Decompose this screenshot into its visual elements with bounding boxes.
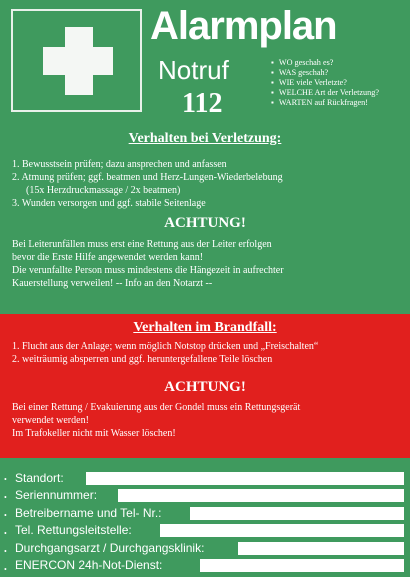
fire-heading: Verhalten im Brandfall: [133,320,277,335]
operator-phone-field[interactable] [190,507,404,520]
w-question-item: ▪ WAS geschah? [271,68,379,78]
w-question-item: ▪ WO geschah es? [271,58,379,68]
form-label-serial: Seriennummer: [15,488,98,502]
location-field[interactable] [86,472,404,485]
page-title: Alarmplan [150,4,337,48]
w-question-item: ▪ WARTEN auf Rückfragen! [271,98,379,108]
rescue-center-phone-field[interactable] [160,524,404,537]
injury-step: (15x Herzdruckmassage / 2x beatmen) [26,185,181,196]
injury-warning-line: Bei Leiterunfällen muss erst eine Rettung aus der Leiter erfolgen [12,239,272,250]
injury-warning-line: Die verunfallte Person muss mindestens die Hängezeit in aufrechter [12,265,284,276]
injury-step: 2. Atmung prüfen; ggf. beatmen und Herz-Lungen-Wiederbelebung [12,172,283,183]
form-label-doctor: Durchgangsarzt / Durchgangsklinik: [15,541,205,555]
emergency-label: Notruf [158,55,229,85]
w-questions-list [271,58,379,108]
form-label-rescue-center: Tel. Rettungsleitstelle: [15,523,132,537]
doctor-clinic-field[interactable] [238,542,404,555]
fire-section [0,314,410,458]
emergency-number: 112 [182,88,223,119]
emergency-service-field[interactable] [200,559,404,572]
fire-warning-line: Bei einer Rettung / Evakuierung aus der Gondel muss ein Rettungsgerät [12,402,301,413]
serial-number-field[interactable] [118,489,404,502]
injury-section [0,124,410,314]
contact-form: • Standort: • Seriennummer: • Betreibername und Tel- Nr.: • Tel. Rettungsleitstelle: • Durchgangsarzt / Durchgangsklinik: • ENERCON 24h-Not-Dienst: [0,458,410,577]
injury-heading: Verhalten bei Verletzung: [128,131,282,146]
injury-step: 3. Wunden versorgen und ggf. stabile Seitenlage [12,198,206,209]
fire-step: 1. Flucht aus der Anlage; wenn möglich Notstop drücken und „Freischalten“ [12,341,319,352]
injury-warning-line: bevor die Erste Hilfe angewendet werden kann! [12,252,204,263]
injury-step: 1. Bewusstsein prüfen; dazu ansprechen und anfassen [12,159,227,170]
fire-warning-title: ACHTUNG! [164,379,246,395]
fire-warning-line: verwendet werden! [12,415,89,426]
w-question-item: ▪ WIE viele Verletzte? [271,78,379,88]
header [0,0,410,124]
form-label-emergency-service: ENERCON 24h-Not-Dienst: [15,558,163,572]
form-label-location: Standort: [15,471,64,485]
injury-warning-line: Kauerstellung verweilen! -- Info an den Notarzt -- [12,278,213,289]
injury-warning-title: ACHTUNG! [164,215,246,231]
fire-step: 2. weiträumig absperren und ggf. heruntergefallene Teile löschen [12,354,273,365]
w-question-item: ▪ WELCHE Art der Verletzung? [271,88,379,98]
first-aid-cross-icon [11,9,142,112]
form-label-operator: Betreibername und Tel- Nr.: [15,506,162,520]
fire-warning-line: Im Trafokeller nicht mit Wasser löschen! [12,428,176,439]
